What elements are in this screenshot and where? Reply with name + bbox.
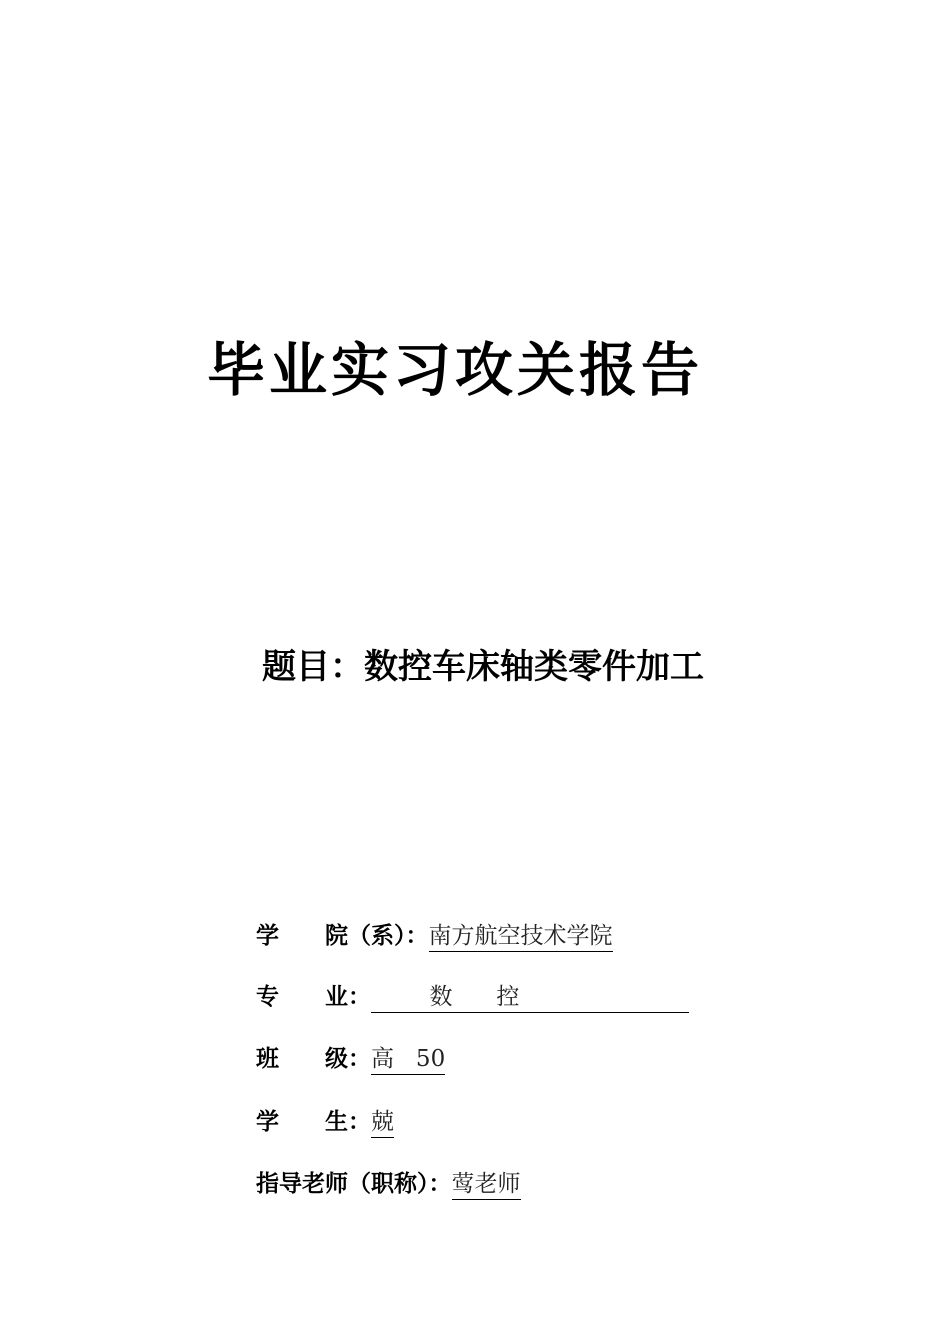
student-label: 学 生： xyxy=(256,1108,371,1135)
advisor-row xyxy=(256,1166,521,1202)
college-row xyxy=(256,918,613,954)
advisor-value: 莺老师 xyxy=(452,1169,521,1200)
topic-label: 题目： xyxy=(262,647,364,687)
major-value: 数 控 xyxy=(371,982,689,1013)
major-row xyxy=(256,979,689,1015)
class-row xyxy=(256,1041,445,1077)
class-label: 班 级： xyxy=(256,1045,371,1072)
college-label: 学 院（系）： xyxy=(256,922,429,949)
college-value: 南方航空技术学院 xyxy=(429,921,613,952)
student-value: 兢 xyxy=(371,1107,394,1138)
class-value: 高 50 xyxy=(371,1044,445,1075)
advisor-label: 指导老师（职称）： xyxy=(256,1170,452,1197)
topic-value: 数控车床轴类零件加工 xyxy=(364,647,704,687)
student-row xyxy=(256,1104,394,1140)
report-title: 毕业实习攻关报告 xyxy=(206,336,703,404)
topic-line xyxy=(262,641,704,693)
major-label: 专 业： xyxy=(256,983,371,1010)
